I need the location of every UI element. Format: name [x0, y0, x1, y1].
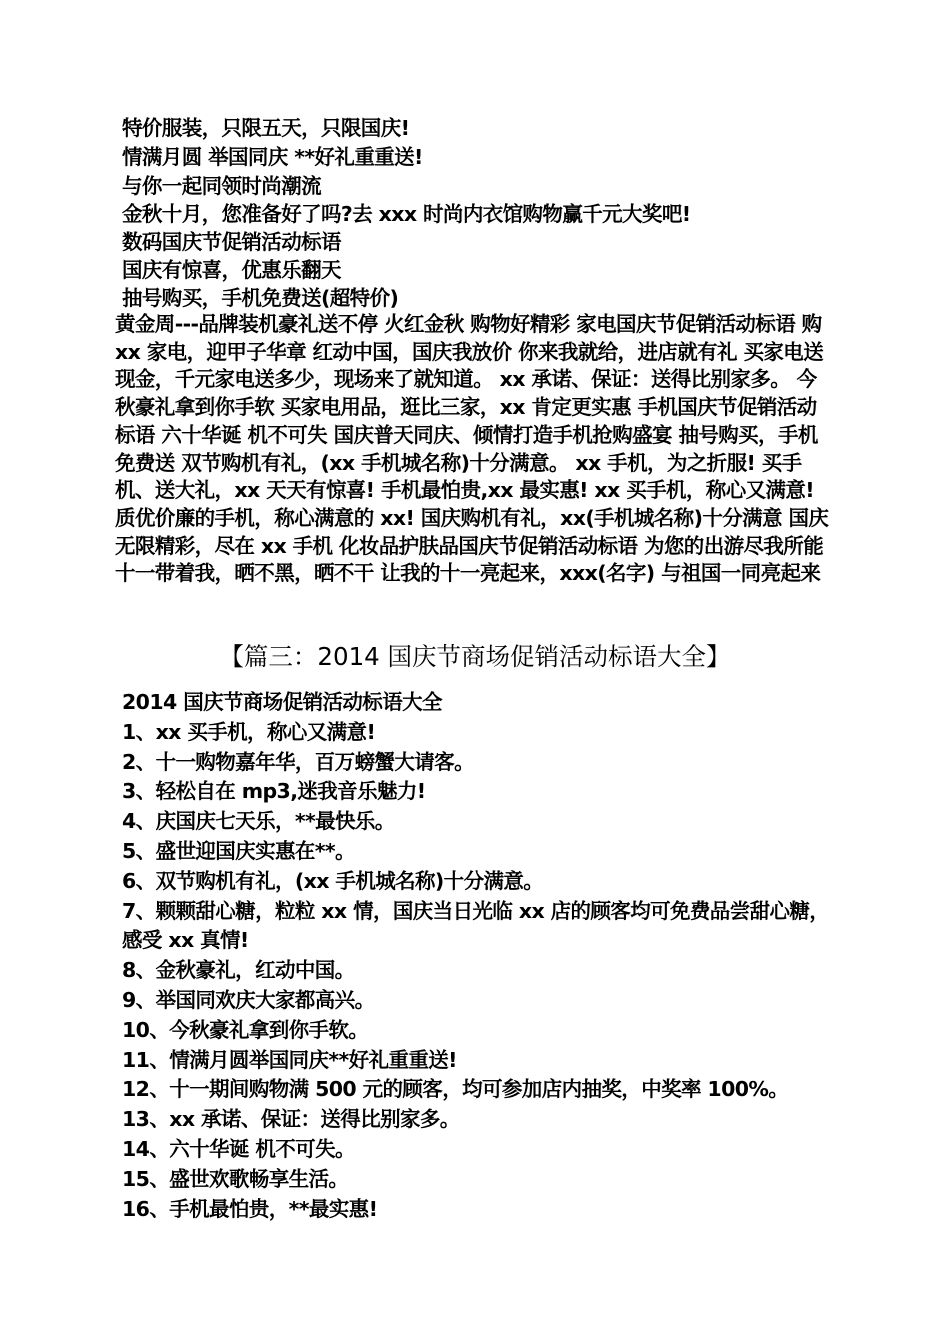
list-item: 6、双节购机有礼，(xx 手机城名称)十分满意。 — [122, 868, 544, 893]
intro-line: 国庆有惊喜，优惠乐翻天 — [122, 258, 341, 282]
list-item: 10、今秋豪礼拿到你手软。 — [122, 1017, 369, 1042]
list-item: 13、xx 承诺、保证：送得比别家多。 — [122, 1107, 460, 1132]
list-item: 14、六十华诞 机不可失。 — [122, 1136, 355, 1161]
list-item: 12、十一期间购物满 500 元的顾客，均可参加店内抽奖，中奖率 100%。 — [122, 1077, 789, 1102]
list-item: 15、盛世欢歌畅享生活。 — [122, 1166, 349, 1191]
list-item: 16、手机最怕贵，**最实惠! — [122, 1196, 378, 1221]
slogan-list — [116, 688, 834, 1224]
slogan-paragraph: 黄金周---品牌装机豪礼送不停 火红金秋 购物好精彩 家电国庆节促销活动标语 购 xx 家电，迎甲子华章 红动中国，国庆我放价 你来我就给，进店就有礼 买家电送现金，千元家电送多少，现场来了就知道。 xx 承诺、保证：送得比别家多。 今秋豪礼拿到你手软 买家电用品，逛比三家，xx 肯定更实惠 手机国庆节促销活动标语 六十华诞 机不可失 国庆普天同庆、倾情打造手机抢购盛宴 抽号购买，手机免费送 双节购机有礼，(xx 手机城名称)十分满意。 xx 手机，为之折服! 买手机、送大礼，xx 天天有惊喜! 手机最怕贵,xx 最实惠! xx 买手机，称心又满意! 质优价廉的手机，称心满意的 xx! 国庆购机有礼，xx(手机城名称)十分满意 国庆无限精彩，尽在 xx 手机 化妆品护肤品国庆节促销活动标语 为您的出游尽我所能 十一带着我，晒不黑，晒不干 让我的十一亮起来，xxx(名字) 与祖国一同亮起来 — [115, 312, 829, 586]
intro-line: 抽号购买，手机免费送(超特价) — [122, 286, 399, 310]
section-heading: 【篇三：2014 国庆节商场促销活动标语大全】 — [219, 642, 731, 671]
list-item: 7、颗颗甜心糖，粒粒 xx 情，国庆当日光临 xx 店的顾客均可免费品尝甜心糖，感受 xx 真情! — [122, 898, 830, 953]
list-item: 8、金秋豪礼，红动中国。 — [122, 958, 355, 983]
intro-line: 金秋十月，您准备好了吗?去 xxx 时尚内衣馆购物赢千元大奖吧! — [122, 202, 691, 226]
intro-line: 与你一起同领时尚潮流 — [122, 174, 321, 198]
list-item: 3、轻松自在 mp3,迷我音乐魅力! — [122, 779, 426, 804]
list-item: 9、举国同欢庆大家都高兴。 — [122, 987, 375, 1012]
intro-line: 情满月圆 举国同庆 **好礼重重送! — [122, 145, 423, 169]
list-title: 2014 国庆节商场促销活动标语大全 — [122, 690, 442, 714]
list-item: 4、庆国庆七天乐，**最快乐。 — [122, 809, 395, 834]
intro-line: 特价服装，只限五天，只限国庆! — [122, 116, 410, 140]
list-item: 5、盛世迎国庆实惠在**。 — [122, 838, 355, 863]
list-item: 11、情满月圆举国同庆**好礼重重送! — [122, 1047, 457, 1072]
list-item: 1、xx 买手机，称心又满意! — [122, 719, 376, 744]
intro-line: 数码国庆节促销活动标语 — [122, 230, 341, 254]
list-item: 2、十一购物嘉年华，百万螃蟹大请客。 — [122, 749, 474, 774]
